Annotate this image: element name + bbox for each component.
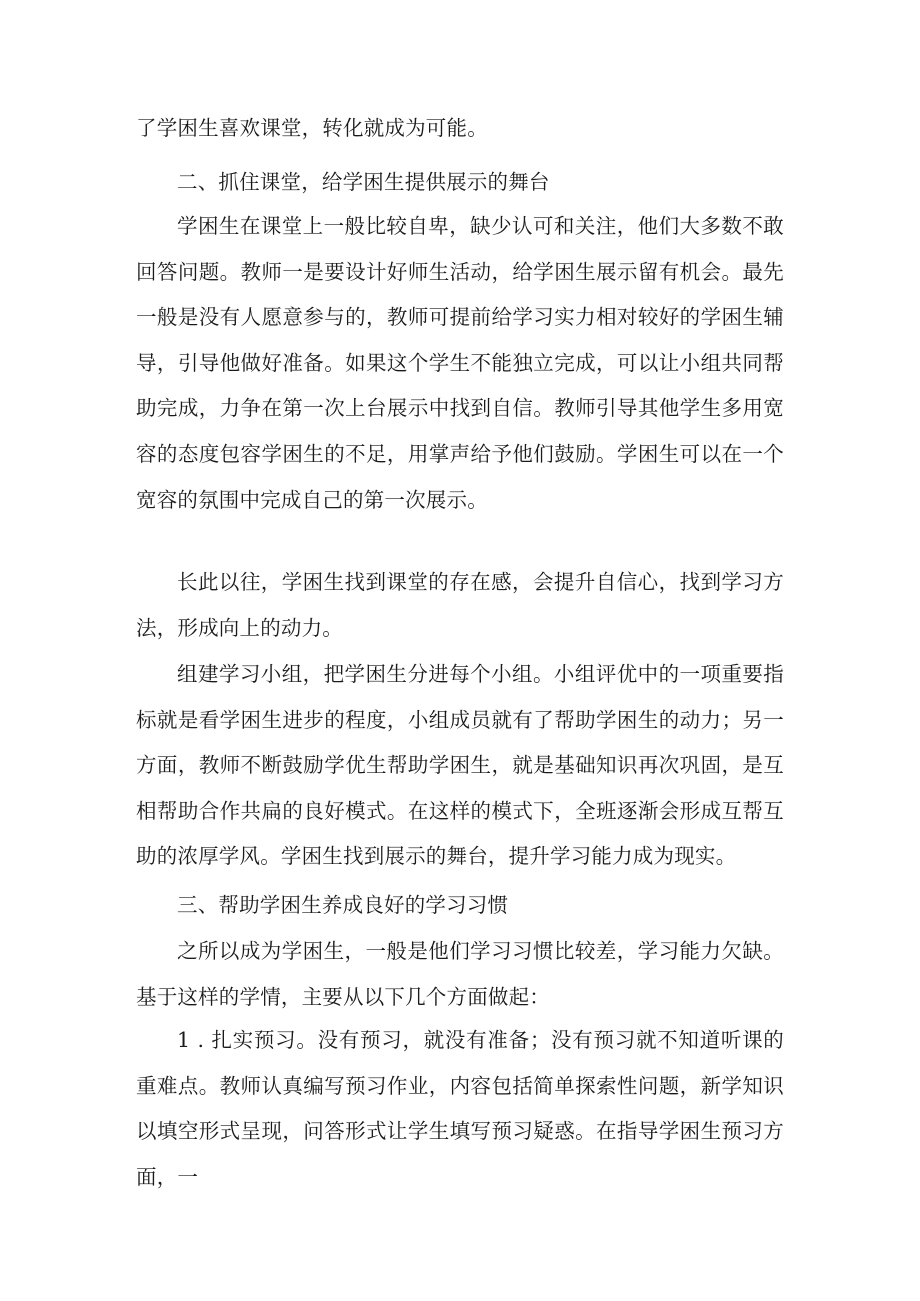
- paragraph-3-2: 1 . 扎实预习。没有预习，就没有准备；没有预习就不知道听课的重难点。教师认真编写预习作业，内容包括简单探索性问题，新学知识以填空形式呈现，问答形式让学生填写预习疑惑。在指导学困生预习方面，一: [136, 1028, 784, 1189]
- section-heading-3: 三、帮助学困生养成良好的学习习惯: [177, 893, 509, 917]
- section-heading-2: 二、抓住课堂，给学困生提供展示的舞台: [177, 170, 550, 194]
- paragraph-2-3: 组建学习小组，把学困生分进每个小组。小组评优中的一项重要指标就是看学困生进步的程度，小组成员就有了帮助学困生的动力；另一方面，教师不断鼓励学优生帮助学困生，就是基础知识再次巩固，是互相帮助合作共扁的良好模式。在这样的模式下，全班逐渐会形成互帮互助的浓厚学风。学困生找到展示的舞台，提升学习能力成为现实。: [136, 662, 784, 869]
- paragraph-2-1: 学困生在课堂上一般比较自卑，缺少认可和关注，他们大多数不敢回答问题。教师一是要设计好师生活动，给学困生展示留有机会。最先一般是没有人愿意参与的，教师可提前给学习实力相对较好的学困生辅导，引导他做好准备。如果这个学生不能独立完成，可以让小组共同帮助完成，力争在第一次上台展示中找到自信。教师引导其他学生多用宽容的态度包容学困生的不足，用掌声给予他们鼓励。学困生可以在一个宽容的氛围中完成自己的第一次展示。: [136, 214, 784, 512]
- paragraph-2-2: 长此以往，学困生找到课堂的存在感，会提升自信心，找到学习方法，形成向上的动力。: [136, 570, 784, 640]
- paragraph-continuation: 了学困生喜欢课堂，转化就成为可能。: [136, 116, 488, 140]
- paragraph-3-1: 之所以成为学困生，一般是他们学习习惯比较差，学习能力欠缺。基于这样的学情，主要从以下几个方面做起：: [136, 939, 784, 1009]
